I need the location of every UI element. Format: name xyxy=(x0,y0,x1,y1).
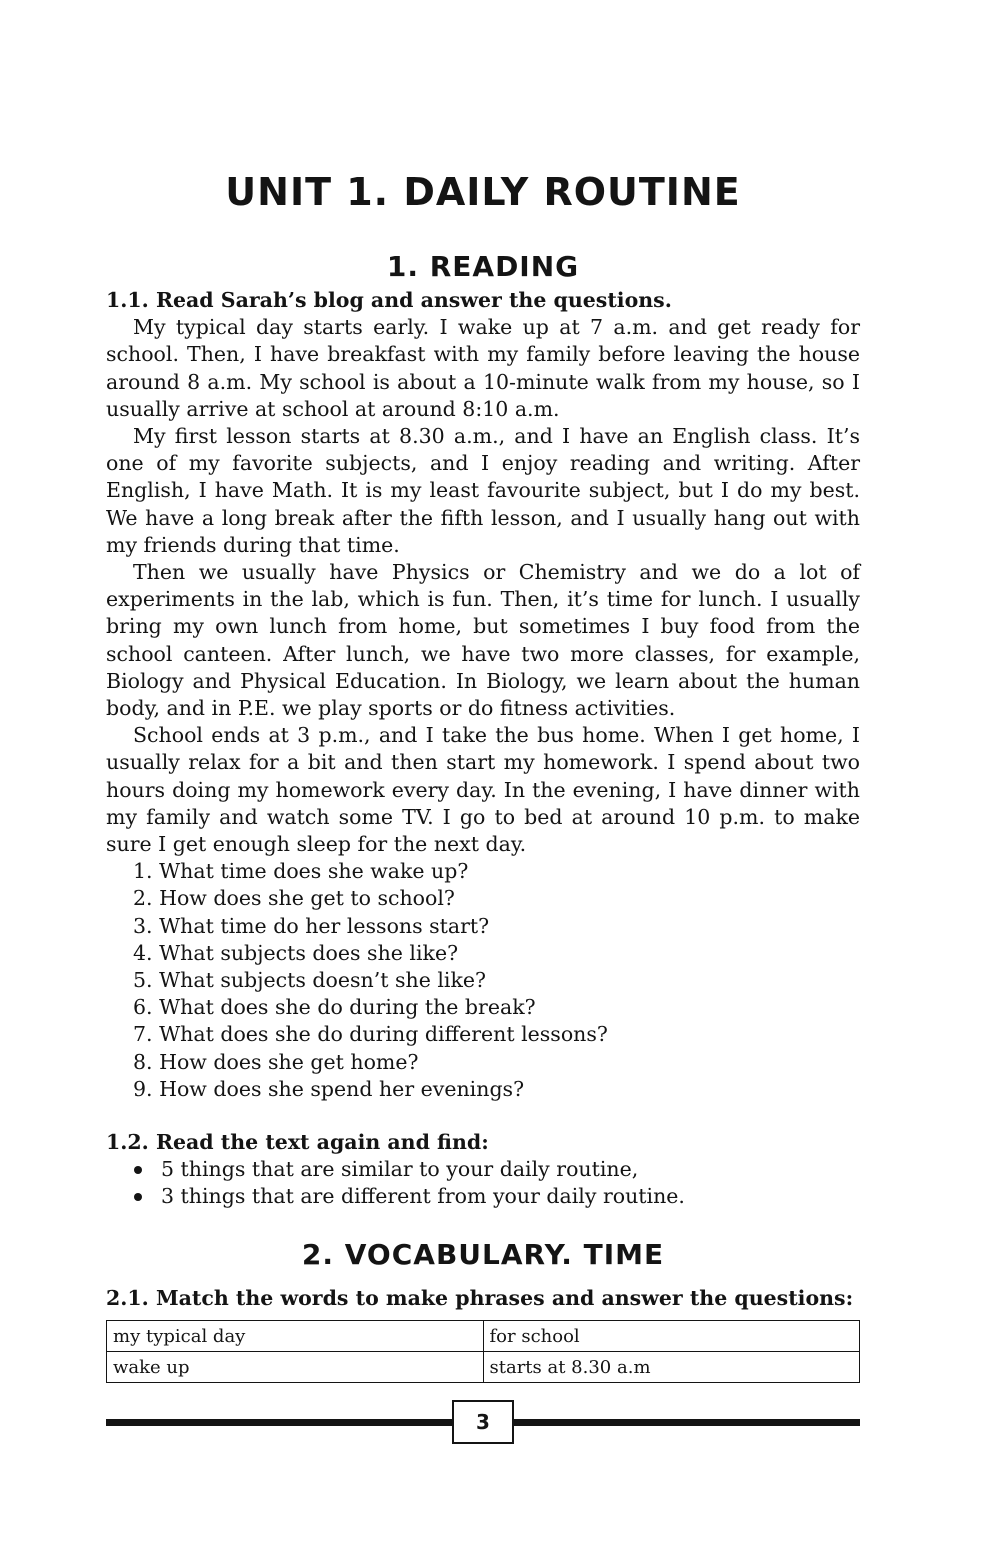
task-1-1-heading: 1.1. Read Sarah’s blog and answer the questions. xyxy=(106,288,672,312)
task-1-2-block xyxy=(106,1129,860,1211)
table-cell: wake up xyxy=(107,1352,484,1383)
bullet-item xyxy=(106,1156,860,1183)
question-item: 9. How does she spend her evenings? xyxy=(133,1076,525,1101)
unit-title: UNIT 1. DAILY ROUTINE xyxy=(225,170,741,214)
question-list xyxy=(106,858,860,1103)
bullet-text: 3 things that are different from your daily routine. xyxy=(161,1184,685,1209)
question-item: 4. What subjects does she like? xyxy=(133,940,459,965)
table-row xyxy=(107,1321,860,1352)
question-item: 2. How does she get to school? xyxy=(133,886,455,911)
question-item: 1. What time does she wake up? xyxy=(133,859,469,884)
question-item: 6. What does she do during the break? xyxy=(133,995,536,1020)
footer-rule-left xyxy=(106,1419,452,1426)
table-cell: starts at 8.30 a.m xyxy=(483,1352,860,1383)
footer-rule-right xyxy=(514,1419,860,1426)
question-item: 5. What subjects doesn’t she like? xyxy=(133,968,487,993)
bullet-item xyxy=(106,1183,860,1210)
task-1-2-heading: 1.2. Read the text again and find: xyxy=(106,1130,489,1154)
blog-paragraph: My typical day starts early. I wake up at 7 a.m. and get ready for school. Then, I have breakfast with my family before leaving the house around 8 a.m. My school is about a 10-minute walk from my house, so I usually arrive at school at around 8:10 a.m. xyxy=(106,315,860,421)
reading-section-title: 1. READING xyxy=(386,250,580,283)
blog-paragraph: School ends at 3 p.m., and I take the bus home. When I get home, I usually relax for a bit and then start my homework. I spend about two hours doing my homework every day. In the evening, I have dinner with my family and watch some TV. I go to bed at around 10 p.m. to make sure I get enough sleep for the next day. xyxy=(106,723,860,857)
blog-paragraph: Then we usually have Physics or Chemistry and we do a lot of experiments in the lab, which is fun. Then, it’s time for lunch. I usually bring my own lunch from home, but sometimes I buy food from the school canteen. After lunch, we have two more classes, for example, Biology and Physical Education. In Biology, we learn about the human body, and in P.E. we play sports or do fitness activities. xyxy=(106,560,860,721)
task-2-1-block xyxy=(106,1285,860,1312)
question-item: 8. How does she get home? xyxy=(133,1049,419,1074)
matching-table xyxy=(106,1320,860,1383)
task-2-1-heading: 2.1. Match the words to make phrases and answer the questions: xyxy=(106,1286,854,1310)
vocabulary-section-title: 2. VOCABULARY. TIME xyxy=(301,1238,665,1271)
table-cell: my typical day xyxy=(107,1321,484,1352)
table-cell: for school xyxy=(483,1321,860,1352)
page-number: 3 xyxy=(452,1400,514,1444)
bullet-text: 5 things that are similar to your daily routine, xyxy=(161,1157,639,1182)
blog-paragraph: My first lesson starts at 8.30 a.m., and I have an English class. It’s one of my favorite subjects, and I enjoy reading and writing. After English, I have Math. It is my least favourite subject, but I do my best. We have a long break after the fifth lesson, and I usually hang out with my friends during that time. xyxy=(106,424,860,557)
bullet-list xyxy=(106,1156,860,1210)
question-item: 3. What time do her lessons start? xyxy=(133,913,490,938)
question-item: 7. What does she do during different lessons? xyxy=(133,1022,608,1047)
table-row xyxy=(107,1352,860,1383)
reading-block xyxy=(106,287,860,1103)
